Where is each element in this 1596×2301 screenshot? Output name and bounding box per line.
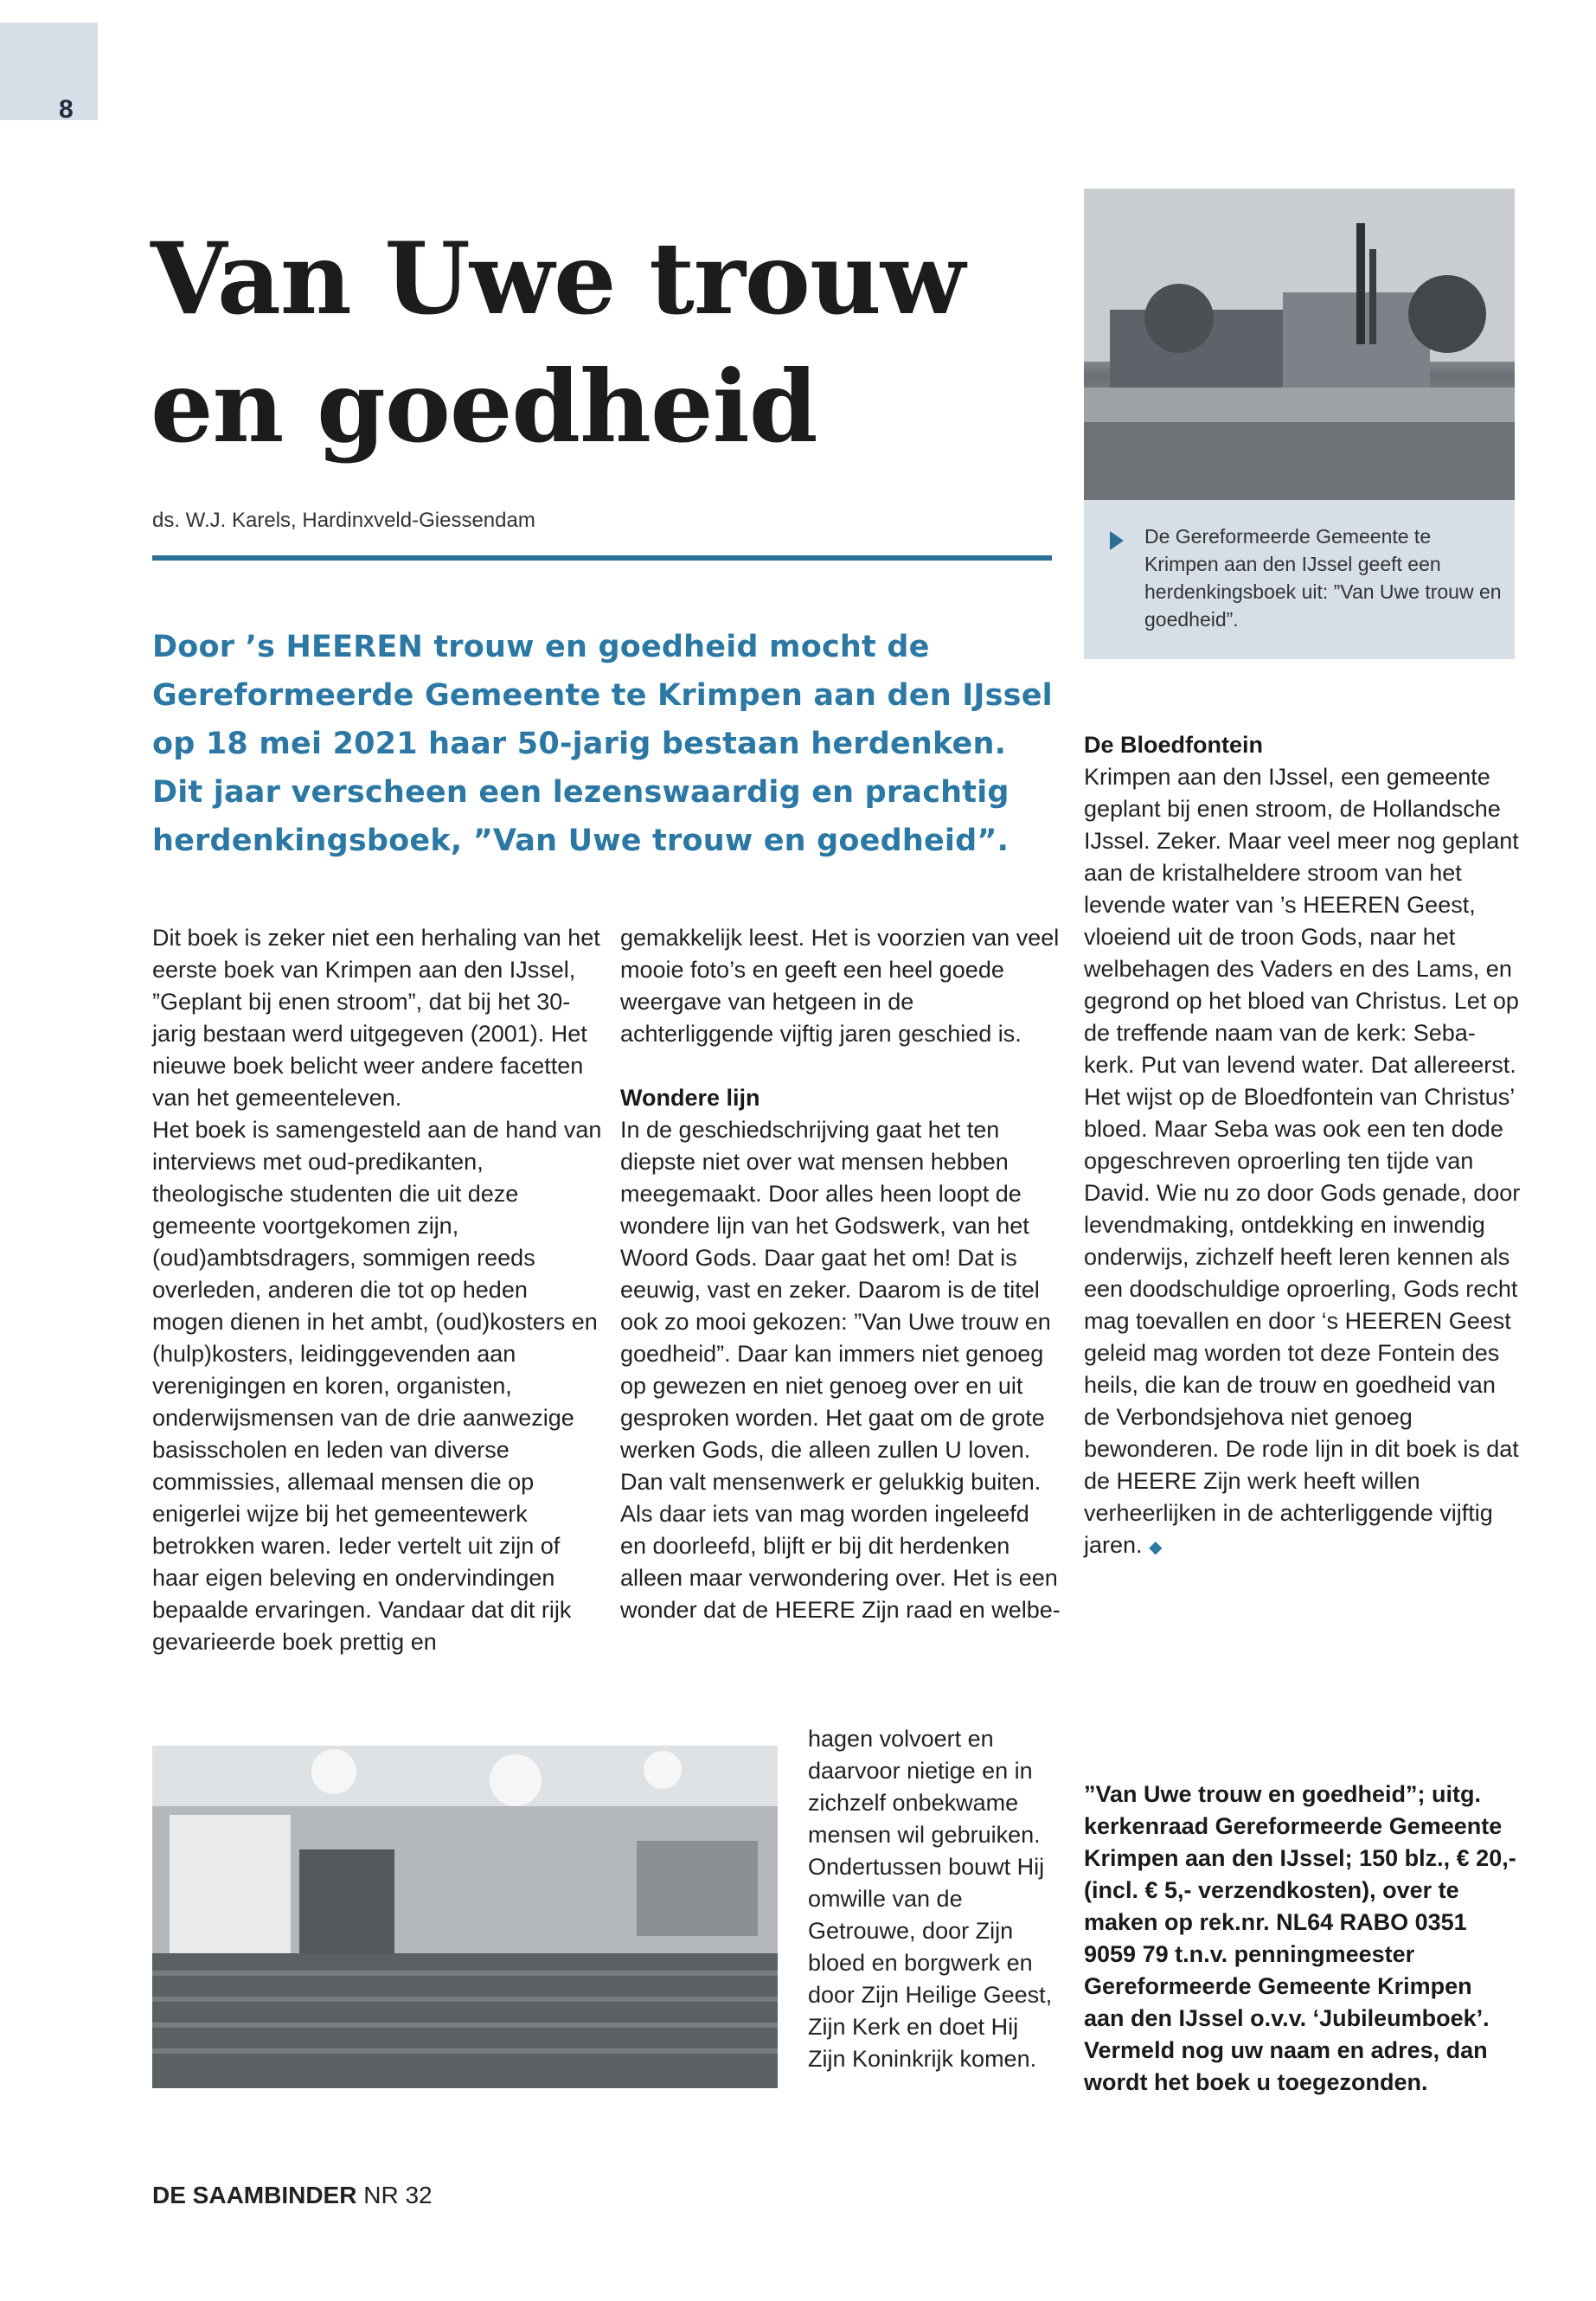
church-interior-illustration: [152, 1746, 778, 2088]
article-title: [151, 215, 1050, 471]
title-divider: [152, 555, 1052, 561]
page-number: 8: [59, 95, 74, 124]
column-2-paragraph-2: In de geschiedschrijving gaat het ten diepste niet over wat mensen hebben meegemaakt. Door alles heen loopt de wondere lijn van het Godswerk, van het Woord Gods. Daar gaat het om! Dat is eeuwig, vast en zeker. Daarom is de titel ook zo mooi gekozen: ”Van Uwe trouw en goedheid”. Daar kan immers niet genoeg op gewezen en niet genoeg over en uit gesproken worden. Het gaat om de grote werken Gods, die alleen zullen U loven. Dan valt mensenwerk er gelukkig buiten. Als daar iets van mag worden ingeleefd en doorleefd, blijft er bij dit herdenken alleen maar verwondering over. Het is een wonder dat de HEERE Zijn raad en welbe-: [620, 1117, 1061, 1623]
church-exterior-photo: [1084, 189, 1515, 500]
author-byline: ds. W.J. Karels, Hardinxveld-Giessendam: [152, 509, 535, 532]
section-heading-wondere-lijn: Wondere lijn: [620, 1085, 760, 1111]
church-exterior-illustration: [1084, 189, 1515, 500]
magazine-name: DE SAAMBINDER: [152, 2182, 357, 2208]
column-2-continued: [808, 1723, 1059, 2075]
page-footer: [152, 2182, 433, 2209]
end-diamond-icon: ◆: [1149, 1538, 1163, 1557]
intro-paragraph: Door ’s HEEREN trouw en goedheid mocht de Gereformeerde Gemeente te Krimpen aan den IJssel op 18 mei 2021 haar 50-jarig bestaan herdenken. Dit jaar verscheen een lezenswaardig en prachtig herdenkingsboek, ”Van Uwe trouw en goedheid”.: [152, 630, 1053, 858]
column-2: [620, 922, 1061, 1626]
column-1-paragraph-2: Het boek is samengesteld aan de hand van interviews met oud-predikanten, theologische studenten die uit deze gemeente voortgekomen zijn, (oud)ambtsdragers, sommigen reeds overleden, anderen die tot op heden mogen dienen in het ambt, (oud)kosters en (hulp)kosters, leidinggevenden aan verenigingen en koren, organisten, onderwijsmensen van de drie aanwezige basisscholen en leden van diverse commissies, allemaal mensen die op enigerlei wijze bij het gemeentewerk betrokken waren. Ieder vertelt uit zijn of haar eigen beleving en ondervindingen bepaalde ervaringen. Vandaar dat dit rijk gevarieerde boek prettig en: [152, 1117, 602, 1655]
photo-caption: De Gereformeerde Gemeente te Krimpen aan den IJssel geeft een herdenkingsboek uit: ”Van Uwe trouw en goedheid”.: [1144, 525, 1502, 631]
section-heading-bloedfontein: De Bloedfontein: [1084, 732, 1263, 758]
book-order-info: ”Van Uwe trouw en goedheid”; uitg. kerkenraad Gereformeerde Gemeente Krimpen aan den IJssel; 150 blz., € 20,- (incl. € 5,- verzendkosten), over te maken op rek.nr. NL64 RABO 0351 9059 79 t.n.v. penningmeester Gereformeerde Gemeente Krimpen aan den IJssel o.v.v. ‘Jubileumboek’. Vermeld nog uw naam en adres, dan wordt het boek u toegezonden.: [1084, 1781, 1516, 2095]
title-line-2: en goedheid: [151, 349, 817, 465]
caption-arrow-icon: [1110, 531, 1124, 550]
column-3: [1084, 729, 1525, 1564]
page-number-box: [0, 22, 98, 124]
column-1: [152, 922, 602, 1658]
church-interior-photo: [152, 1746, 778, 2088]
issue-number: NR 32: [363, 2182, 433, 2208]
column-2-paragraph-3: hagen volvoert en daarvoor nietige en in zichzelf onbekwame mensen wil gebruiken. Ondertussen bouwt Hij omwille van de Getrouwe, door Zijn bloed en borgwerk en door Zijn Heilige Geest, Zijn Kerk en doet Hij Zijn Koninkrijk komen.: [808, 1726, 1053, 2072]
title-line-1: Van Uwe trouw: [151, 221, 965, 336]
column-3-paragraph: Krimpen aan den IJssel, een gemeente geplant bij enen stroom, de Hollandsche IJssel. Zeker. Maar veel meer nog geplant aan de kristalheldere stroom van het levende water van ’s HEEREN Geest, vloeiend uit de troon Gods, naar het welbehagen des Vaders en des Lams, en gegrond op het bloed van Christus. Let op de treffende naam van de kerk: Seba-kerk. Put van levend water. Dat allereerst. Het wijst op de Bloedfontein van Christus’ bloed. Maar Seba was ook een ten dode opgeschreven oproerling ten tijde van David. Wie nu zo door Gods genade, door levendmaking, ontdekking en inwendig onderwijs, zichzelf heeft leren kennen als een doodschuldige oproerling, Gods recht mag toevallen en door ‘s HEEREN Geest geleid mag worden tot deze Fontein des heils, die kan de trouw en goedheid van de Verbondsjehova niet genoeg bewonderen. De rode lijn in dit boek is dat de HEERE Zijn werk heeft willen verheerlijken in de achterliggende vijftig jaren.: [1084, 764, 1521, 1558]
column-1-paragraph-1: Dit boek is zeker niet een herhaling van het eerste boek van Krimpen aan den IJssel, ”Geplant bij enen stroom”, dat bij het 30-jarig bestaan werd uitgegeven (2001). Het nieuwe boek belicht weer andere facetten van het gemeenteleven.: [152, 925, 600, 1111]
column-2-paragraph-1: gemakkelijk leest. Het is voorzien van veel mooie foto’s en geeft een heel goede weergave van hetgeen in de achterliggende vijftig jaren geschied is.: [620, 925, 1060, 1047]
